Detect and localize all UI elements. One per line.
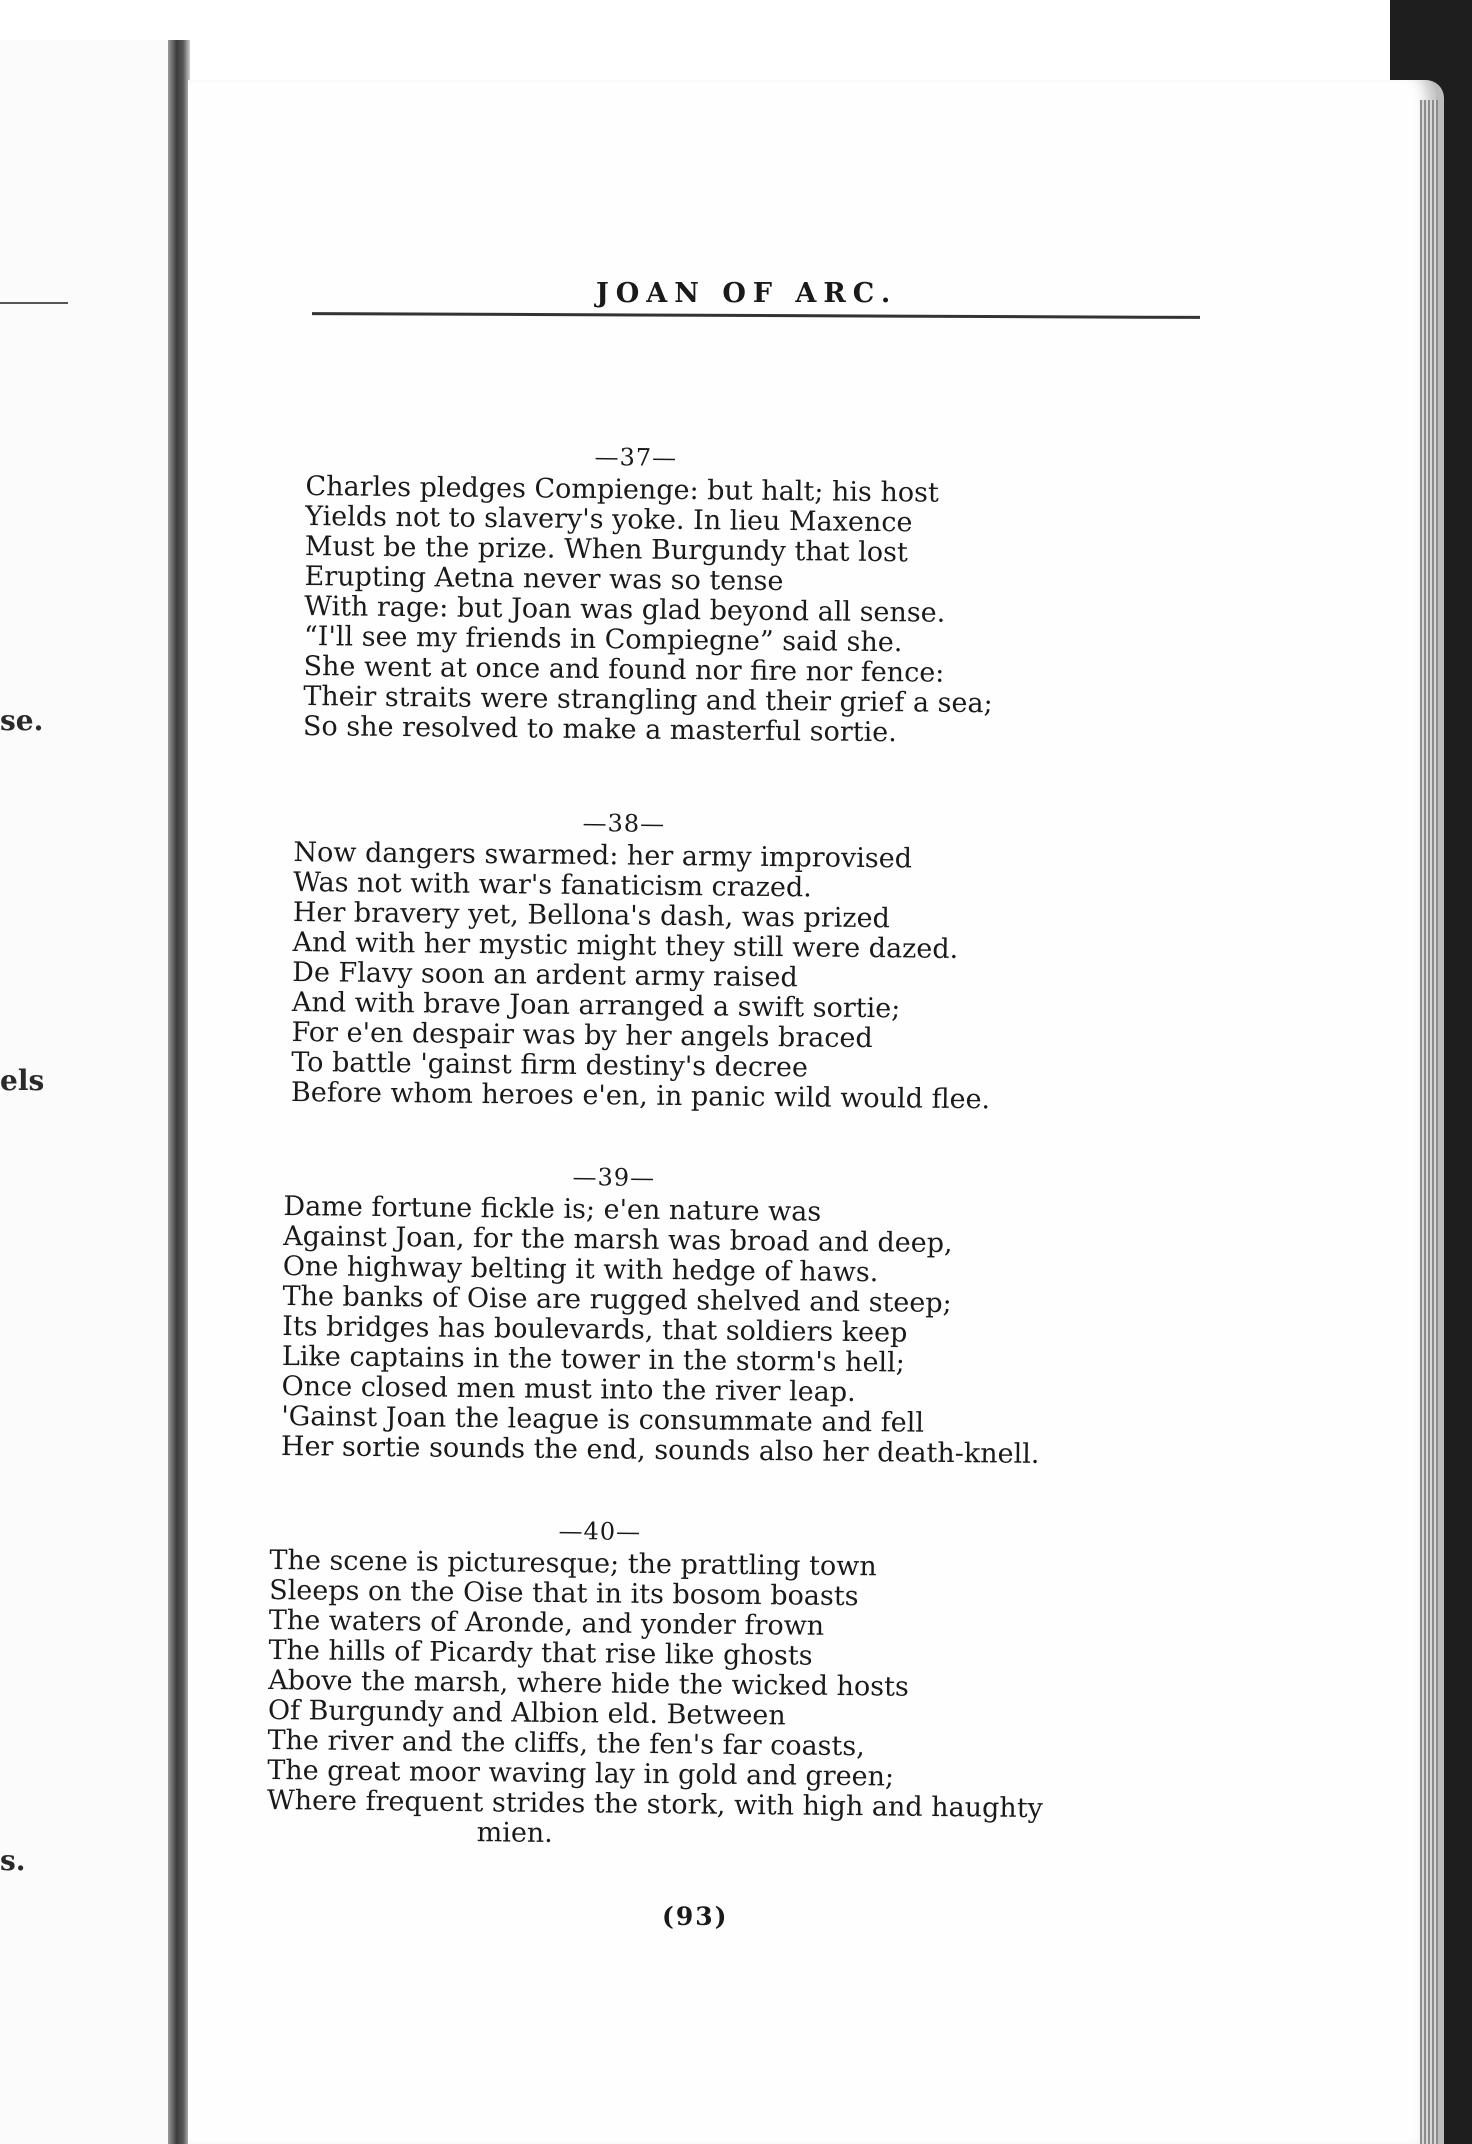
verse-line: And with brave Joan arranged a swift sortie; [291, 986, 901, 1025]
stanza-number: —40— [558, 1517, 642, 1546]
verse-line: Dame fortune fickle is; e'en nature was [283, 1190, 822, 1228]
stanza-39 [281, 1160, 1184, 1471]
verse-line: And with her mystic might they still were dazed. [292, 926, 959, 965]
page-number: (93) [662, 1902, 729, 1931]
left-page-rule [0, 302, 68, 304]
verse-line: “I'll see my friends in Compiegne” said she. [303, 620, 903, 659]
verse-line: Now dangers swarmed: her army improvised [293, 836, 913, 875]
stanza-37 [303, 440, 1206, 751]
stanza-number: —37— [594, 443, 678, 472]
verse-line: Charles pledges Compienge: but halt; his host [305, 470, 939, 509]
verse-line: One highway belting it with hedge of haws. [282, 1250, 879, 1289]
left-facing-page [0, 40, 178, 2144]
verse-line: Before whom heroes e'en, in panic wild would flee. [290, 1076, 991, 1116]
verse-line: So she resolved to make a masterful sortie. [302, 710, 897, 749]
verse-line: Erupting Aetna never was so tense [304, 560, 784, 598]
book-spine-gutter [168, 40, 190, 2144]
verse-line: Her bravery yet, Bellona's dash, was prized [292, 896, 890, 935]
verse-line: The river and the cliffs, the fen's far coasts, [267, 1724, 865, 1763]
verse-line: Was not with war's fanaticism crazed. [293, 866, 812, 904]
running-head: JOAN OF ARC. [596, 278, 898, 309]
left-page-fragment: se. [0, 704, 44, 737]
page-edges [1420, 100, 1438, 2144]
verse-line: Like captains in the tower in the storm's hell; [281, 1340, 906, 1379]
verse-line: Yields not to slavery's yoke. In lieu Maxence [305, 500, 913, 539]
stanza-38 [291, 806, 1194, 1117]
stanza-40 [267, 1514, 1170, 1855]
verse-line: Where frequent strides the stork, with high and haughty [266, 1784, 1044, 1825]
stanza-number: —39— [572, 1163, 656, 1192]
verse-line: Above the marsh, where hide the wicked hosts [268, 1664, 909, 1703]
verse-line: To battle 'gainst firm destiny's decree [291, 1046, 809, 1084]
left-page-fragment: s. [0, 1844, 26, 1877]
verse-line: Against Joan, for the marsh was broad and deep, [283, 1220, 953, 1260]
verse-line: For e'en despair was by her angels braced [291, 1016, 873, 1055]
verse-line: The waters of Aronde, and yonder frown [268, 1604, 825, 1642]
verse-line: She went at once and found nor fire nor fence: [303, 650, 945, 689]
left-page-fragment: els [0, 1064, 45, 1097]
verse-line: The great moor waving lay in gold and green; [267, 1754, 895, 1793]
verse-line-continuation: mien. [476, 1817, 554, 1849]
verse-line: 'Gainst Joan the league is consummate and fell [281, 1400, 925, 1439]
verse-line: Sleeps on the Oise that in its bosom boasts [269, 1574, 859, 1613]
verse-line: The scene is picturesque; the prattling town [269, 1544, 877, 1583]
stanza-number: —38— [582, 809, 666, 838]
verse-line: De Flavy soon an ardent army raised [292, 956, 798, 994]
verse-line: The banks of Oise are rugged shelved and steep; [282, 1280, 952, 1319]
verse-line: The hills of Picardy that rise like ghosts [268, 1634, 813, 1672]
verse-line: Of Burgundy and Albion eld. Between [267, 1694, 786, 1732]
verse-line: Once closed men must into the river leap. [281, 1370, 856, 1408]
verse-line: Her sortie sounds the end, sounds also her death-knell. [280, 1430, 1040, 1470]
verse-line: Must be the prize. When Burgundy that lost [304, 530, 908, 569]
verse-line: With rage: but Joan was glad beyond all sense. [304, 590, 946, 629]
verse-line: Their straits were strangling and their grief a sea; [303, 680, 993, 720]
verse-line: Its bridges has boulevards, that soldiers keep [282, 1310, 908, 1349]
